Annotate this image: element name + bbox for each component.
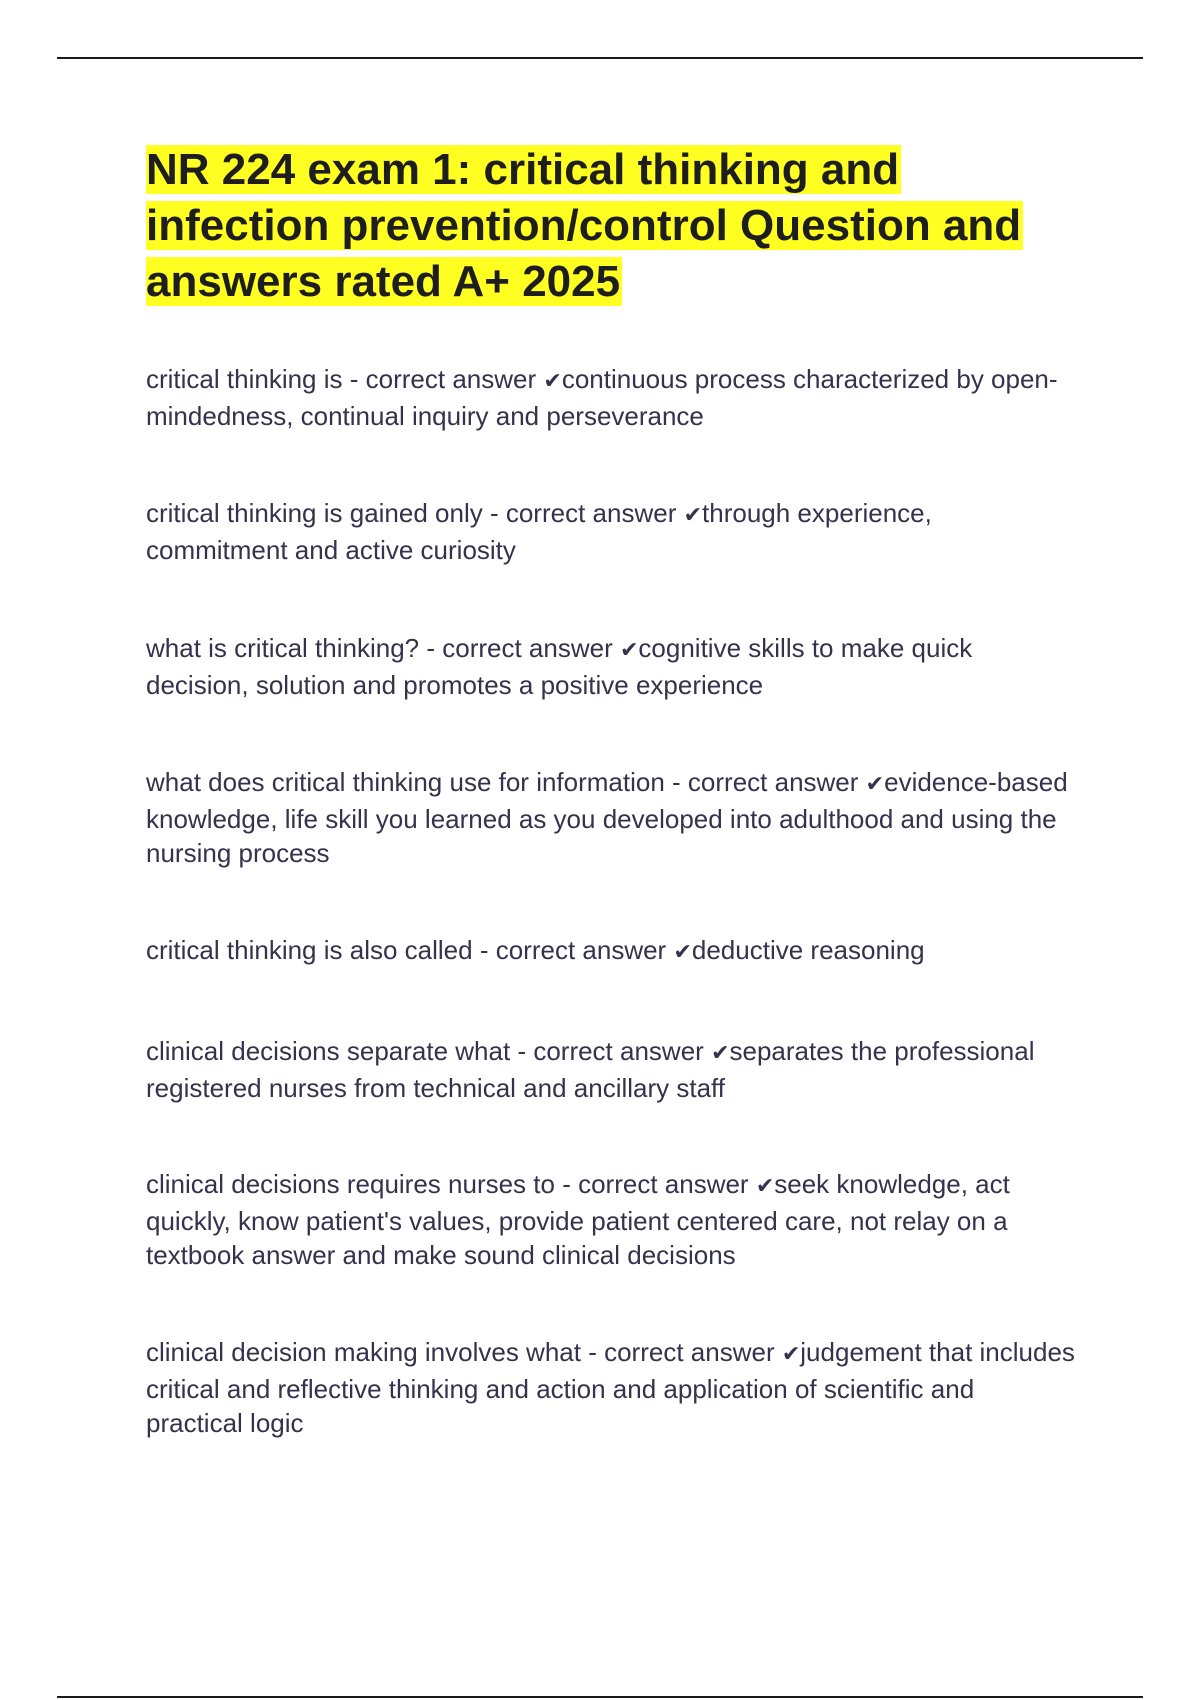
answer-text: judgement that includes critical and reflective thinking and action and application of scientific and practical logic <box>146 1337 1075 1438</box>
check-icon: ✔ <box>673 940 692 965</box>
question-text: critical thinking is also called <box>146 935 473 965</box>
question-text: critical thinking is gained only <box>146 498 483 528</box>
qa-item <box>146 631 1076 702</box>
answer-marker: - correct answer <box>349 364 537 394</box>
check-icon: ✔ <box>619 638 639 663</box>
title-highlight: NR 224 exam 1: critical thinking and infection prevention/control Question and answers rated A+ 2025 <box>146 145 1022 306</box>
qa-item <box>146 765 1076 870</box>
check-icon: ✔ <box>683 503 703 528</box>
answer-text: evidence-based knowledge, life skill you learned as you developed into adulthood and using the nursing process <box>146 767 1068 868</box>
check-icon: ✔ <box>755 1174 775 1199</box>
answer-text: deductive reasoning <box>691 935 925 965</box>
qa-item <box>146 1335 1076 1440</box>
check-icon: ✔ <box>865 772 885 797</box>
answer-marker: - correct answer <box>489 498 677 528</box>
check-icon: ✔ <box>781 1342 801 1367</box>
document-title <box>146 142 1046 310</box>
qa-item <box>146 1167 1076 1272</box>
check-icon: ✔ <box>711 1041 730 1066</box>
check-icon: ✔ <box>543 369 562 394</box>
question-text: clinical decisions requires nurses to <box>146 1169 555 1199</box>
question-text: clinical decisions separate what <box>146 1036 511 1066</box>
answer-marker: - correct answer <box>426 633 613 663</box>
answer-text: seek knowledge, act quickly, know patient's values, provide patient centered care, not relay on a textbook answer and make sound clinical decisions <box>146 1169 1010 1270</box>
header-rule <box>57 57 1143 59</box>
answer-marker: - correct answer <box>517 1036 704 1066</box>
answer-marker: - correct answer <box>479 935 667 965</box>
answer-marker: - correct answer <box>588 1337 775 1367</box>
question-text: what does critical thinking use for information <box>146 767 665 797</box>
answer-text: continuous process characterized by open-mindedness, continual inquiry and perseverance <box>146 364 1058 431</box>
answer-text: through experience, commitment and active curiosity <box>146 498 932 565</box>
qa-item <box>146 1034 1076 1105</box>
question-text: what is critical thinking? <box>146 633 420 663</box>
question-text: critical thinking is <box>146 364 343 394</box>
qa-item <box>146 362 1076 433</box>
answer-marker: - correct answer <box>562 1169 749 1199</box>
answer-marker: - correct answer <box>672 767 859 797</box>
answer-text: separates the professional registered nurses from technical and ancillary staff <box>146 1036 1035 1103</box>
qa-item <box>146 496 1076 567</box>
footer-rule <box>57 1696 1143 1698</box>
qa-item <box>146 933 1076 970</box>
question-text: clinical decision making involves what <box>146 1337 581 1367</box>
answer-text: cognitive skills to make quick decision, solution and promotes a positive experience <box>146 633 973 700</box>
